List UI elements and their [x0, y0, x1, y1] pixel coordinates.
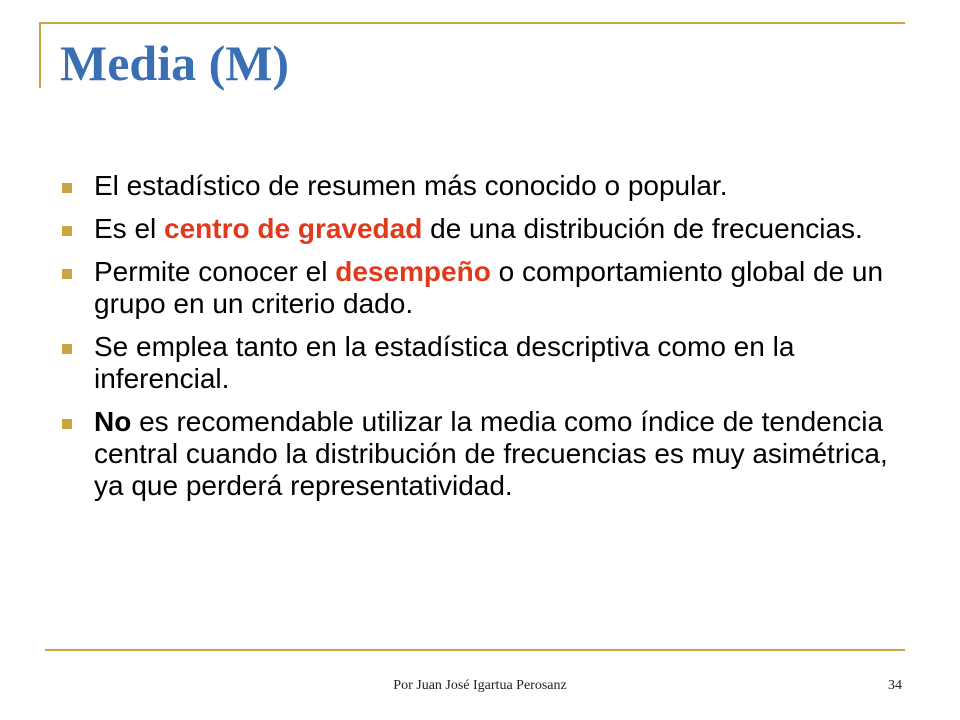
- bullet-text-after: de una distribución de frecuencias.: [422, 213, 863, 244]
- bullet-item: [62, 256, 922, 320]
- bullet-bold-word: No: [94, 406, 132, 437]
- page-number: 34: [888, 678, 902, 693]
- bullet-text-after: es recomendable utilizar la media como índice de tendencia central cuando la distribución de frecuencias es muy asimétrica, ya que perderá representatividad.: [94, 406, 888, 501]
- bullet-text: El estadístico de resumen más conocido o popular.: [94, 170, 728, 201]
- bullet-marker-icon: [62, 419, 72, 429]
- bullet-item: [62, 406, 922, 502]
- bullet-marker-icon: [62, 344, 72, 354]
- bullet-text-before: Permite conocer el: [94, 256, 336, 287]
- bullet-list: [62, 170, 922, 513]
- bullet-item: [62, 331, 922, 395]
- bullet-text-before: Es el: [94, 213, 165, 244]
- bullet-text: Se emplea tanto en la estadística descriptiva como en la inferencial.: [94, 331, 795, 394]
- bullet-marker-icon: [62, 269, 72, 279]
- slide-title: Media (M): [60, 35, 290, 91]
- bullet-item: [62, 170, 922, 202]
- footer-author: Por Juan José Igartua Perosanz: [393, 678, 567, 693]
- bullet-highlight: desempeño: [335, 256, 491, 287]
- bullet-text-after: o comportamiento global de un grupo en un criterio dado.: [94, 256, 884, 319]
- left-decorative-line: [39, 22, 41, 88]
- bullet-highlight: centro de gravedad: [164, 213, 423, 244]
- bullet-marker-icon: [62, 226, 72, 236]
- bullet-item: [62, 213, 922, 245]
- top-decorative-line: [40, 22, 905, 24]
- bottom-decorative-line: [45, 649, 905, 651]
- bullet-marker-icon: [62, 183, 72, 193]
